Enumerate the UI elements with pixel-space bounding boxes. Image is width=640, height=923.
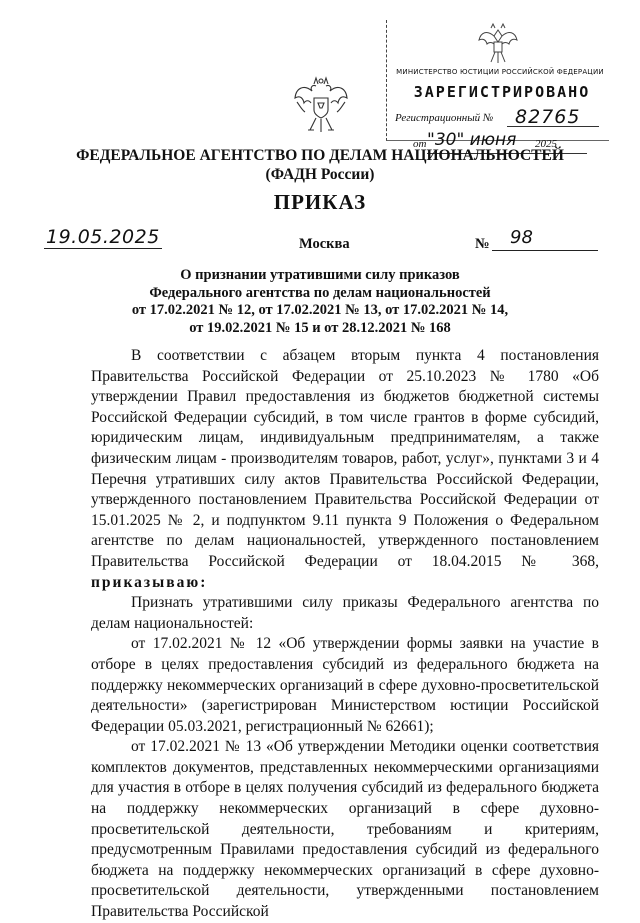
subject-line: Федерального агентства по делам национальностей xyxy=(149,284,491,301)
stamp-date: "30" июня xyxy=(427,130,517,150)
order-directive: приказываю: xyxy=(91,573,208,591)
agency-abbreviation: (ФАДН России) xyxy=(265,166,375,183)
operative-paragraph: Признать утратившими силу приказы Федерального агентства по делам национальностей: xyxy=(91,594,599,632)
subject-line: О признании утратившими силу приказов xyxy=(180,267,460,283)
agency-header xyxy=(0,146,640,184)
order-date-underline xyxy=(44,248,162,249)
stamp-ministry-name: МИНИСТЕРСТВО ЮСТИЦИИ РОССИЙСКОЙ ФЕДЕРАЦИИ xyxy=(396,68,604,76)
stamp-registered-label: ЗАРЕГИСТРИРОВАНО xyxy=(413,83,591,101)
subject-line: от 17.02.2021 № 12, от 17.02.2021 № 13, от 17.02.2021 № 14, xyxy=(131,302,509,318)
agency-name: ФЕДЕРАЛЬНОЕ АГЕНТСТВО ПО ДЕЛАМ НАЦИОНАЛЬНОСТЕЙ xyxy=(76,147,564,164)
order-date: 19.05.2025 xyxy=(46,226,160,248)
stamp-reg-number-label: Регистрационный № xyxy=(395,112,494,124)
stamp-eagle-emblem-icon xyxy=(473,22,523,66)
coat-of-arms-icon xyxy=(292,74,350,136)
stamp-date-prefix: от xyxy=(413,138,427,150)
stamp-number-underline xyxy=(507,126,599,127)
number-sign: № xyxy=(475,236,490,252)
registration-stamp xyxy=(386,20,609,150)
subject-line: от 19.02.2021 № 15 и от 28.12.2021 № 168 xyxy=(189,319,451,336)
preamble-text: В соответствии с абзацем вторым пункта 4 постановления Правительства Российской Федерации от 25.10.2023 № 1780 «Об утверждении Правил предоставления из бюджетов бюджетной системы Российской Федерации субсидий, в том числе грантов в форме субсидий, юридическим лицам, индивидуальным предпринимателям, а также физическим лицам - производителям товаров, работ, услуг», пунктами 3 и 4 Перечня утративших силу актов Правительства Российской Федерации, утвержденного постановлением Правительства Российской Федерации от 15.01.2025 № 2, и подпунктом 9.11 пункта 9 Положения о Федеральном агентстве по делам национальностей, утвержденного постановлением Правительства Российской Федерации от 18.04.2015 № 368, xyxy=(91,347,599,570)
order-number-underline xyxy=(492,250,598,251)
city: Москва xyxy=(299,236,350,252)
order-body xyxy=(91,346,599,923)
repealed-order-item: от 17.02.2021 № 13 «Об утверждении Методики оценки соответствия комплектов документов, представленных некоммерческими организациями для участия в отборе в целях получения субсидий из федерального бюджета на поддержку некоммерческих организаций в сфере духовно-просветительской деятельности, требованиям и критериям, предусмотренным Правилами предоставления субсидий из федерального бюджета на поддержку некоммерческих организаций в сфере духовно-просветительской деятельности, утвержденными постановлением Правительства Российской xyxy=(91,738,599,921)
stamp-reg-number: 82765 xyxy=(515,106,581,128)
stamp-year: 2025 xyxy=(535,138,557,150)
order-number: 98 xyxy=(510,227,533,248)
preamble-paragraph xyxy=(91,346,599,593)
repealed-order-item: от 17.02.2021 № 12 «Об утверждении формы заявки на участие в отборе в целях предоставления субсидий из федерального бюджета на поддержку некоммерческих организаций в сфере духовно-просветительской деятельности» (зарегистрирован Министерством юстиции Российской Федерации 05.03.2021, регистрационный № 62661); xyxy=(91,635,599,735)
order-subject xyxy=(60,267,580,337)
document-type: ПРИКАЗ xyxy=(273,190,367,214)
